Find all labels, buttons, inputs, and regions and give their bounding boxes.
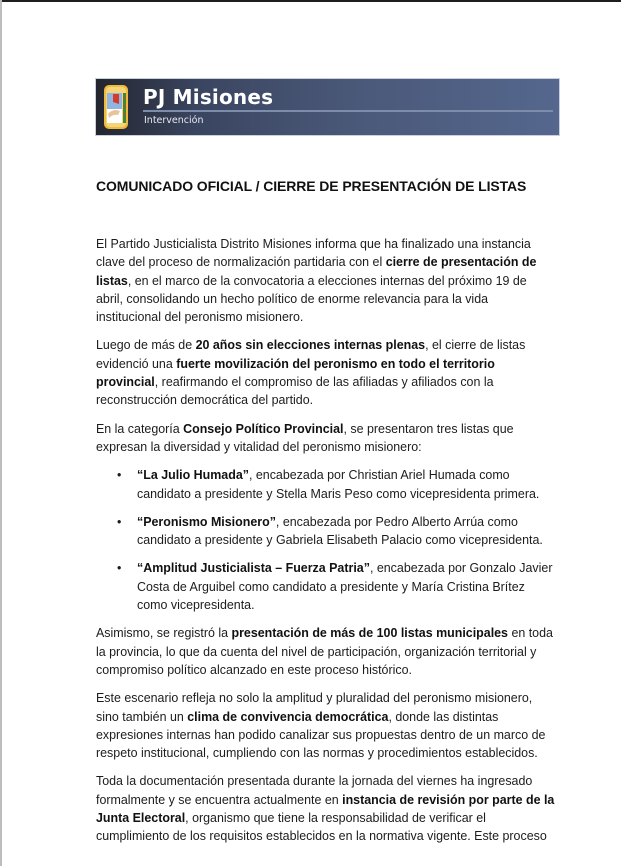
text-line <box>137 485 566 503</box>
bold-text: cierre de presentación de <box>385 255 537 270</box>
intro-paragraphs <box>96 235 566 456</box>
text-line <box>96 391 566 409</box>
bold-text: clima de convivencia democrática <box>187 709 389 724</box>
bold-text: “La Julio Humada” <box>137 468 249 483</box>
text-line <box>96 290 566 308</box>
text-run: compromiso político alcanzado en este proceso histórico. <box>96 662 412 677</box>
text-run: , se presentaron tres listas que <box>343 421 514 436</box>
text-line <box>96 624 566 642</box>
bold-text: “Amplitud Justicialista – Fuerza Patria” <box>137 561 370 576</box>
text-line <box>137 578 566 596</box>
text-line <box>96 253 566 271</box>
document-title: COMUNICADO OFICIAL / CIERRE DE PRESENTACIÓN DE LISTAS <box>96 178 527 194</box>
text-run: cumplimiento de los requisitos establecidos en la normativa vigente. Este proceso <box>96 829 547 844</box>
text-run: En la categoría <box>96 421 184 436</box>
text-run: evidenció una <box>96 356 177 371</box>
text-line <box>137 531 566 549</box>
text-run: , en el marco de la convocatoria a elecciones internas del próximo 19 de <box>127 273 527 288</box>
text-run: , donde las distintas <box>388 709 499 724</box>
text-line <box>96 809 566 827</box>
bold-text: fuerte movilización del peronismo en todo el territorio <box>176 356 495 371</box>
text-run: la provincia, lo que da cuenta del nivel de participación, organización territorial y <box>96 644 537 659</box>
bullet-icon: • <box>117 468 122 483</box>
text-run: candidato a presidente y Stella Maris Peso como vicepresidenta primera. <box>137 486 540 501</box>
text-line <box>96 726 566 744</box>
text-run: abril, consolidando un hecho político de enorme relevancia para la vida <box>96 291 489 306</box>
brand-title: PJ Misiones <box>143 85 274 109</box>
text-line <box>96 689 566 707</box>
text-line <box>96 744 566 762</box>
text-line <box>137 559 566 577</box>
list-item <box>96 466 566 503</box>
bold-text: Junta Electoral <box>96 811 186 826</box>
banner-divider <box>143 110 553 112</box>
text-run: Este escenario refleja no solo la amplitud y pluralidad del peronismo misionero, <box>96 691 533 706</box>
text-line <box>96 235 566 253</box>
text-line <box>137 466 566 484</box>
bold-text: listas <box>96 273 128 288</box>
text-run: expresan la diversidad y vitalidad del peronismo misionero: <box>96 439 422 454</box>
text-line <box>96 708 566 726</box>
text-line <box>96 373 566 391</box>
bold-text: presentación de más de 100 listas municipales <box>231 626 508 641</box>
text-run: , organismo que tiene la responsabilidad de verificar el <box>185 811 486 826</box>
text-line <box>96 438 566 456</box>
text-run: Costa de Arguibel como candidato a presidente y María Cristina Brítez <box>137 579 525 594</box>
text-run: como vicepresidenta. <box>137 598 255 613</box>
bold-text: Consejo Político Provincial <box>183 421 344 436</box>
text-line <box>96 772 566 790</box>
paragraph <box>96 772 566 845</box>
peronist-shield-logo-icon <box>103 84 129 130</box>
text-line <box>137 513 566 531</box>
text-run: , reafirmando el compromiso de las afiliadas y afiliados con la <box>154 375 494 390</box>
text-line <box>96 336 566 354</box>
brand-subtitle: Intervención <box>144 115 204 126</box>
paragraph <box>96 420 566 457</box>
paragraph <box>96 235 566 326</box>
text-run: respeto institucional, cumpliendo con las normas y procedimientos establecidos. <box>96 746 538 761</box>
bold-text: 20 años sin elecciones internas plenas <box>195 338 426 353</box>
text-line <box>137 596 566 614</box>
text-run: reconstrucción democrática del partido. <box>96 393 314 408</box>
paragraph <box>96 336 566 409</box>
text-run: candidato a presidente y Gabriela Elisabeth Palacio como vicepresidenta. <box>137 533 543 548</box>
text-run: , encabezada por Gonzalo Javier <box>369 561 553 576</box>
closing-paragraphs <box>96 624 566 845</box>
text-run: expresiones internas han podido canalizar sus propuestas dentro de un marco de <box>96 727 546 742</box>
bold-text: provincial <box>96 375 155 390</box>
paragraph <box>96 624 566 679</box>
text-line <box>96 827 566 845</box>
bold-text: instancia de revisión por parte de la <box>342 792 555 807</box>
text-run: Asimismo, se registró la <box>96 626 232 641</box>
text-run: clave del proceso de normalización partidaria con el <box>96 255 386 270</box>
text-run: , el cierre de listas <box>425 338 526 353</box>
text-run: , encabezada por Pedro Alberto Arrúa como <box>275 514 518 529</box>
text-run: El Partido Justicialista Distrito Misiones informa que ha finalizado una instancia <box>96 237 531 251</box>
text-run: formalmente y se encuentra actualmente en <box>96 792 343 807</box>
bullet-icon: • <box>117 561 122 576</box>
text-run: , encabezada por Christian Ariel Humada como <box>248 468 510 483</box>
text-run: Toda la documentación presentada durante la jornada del viernes ha ingresado <box>96 774 533 789</box>
candidate-lists <box>96 466 566 614</box>
text-run: sino también un <box>96 709 188 724</box>
text-line <box>96 355 566 373</box>
document-body <box>96 235 566 856</box>
page-left-border <box>0 0 2 866</box>
text-line <box>96 420 566 438</box>
page-top-border <box>0 0 621 2</box>
text-run: en toda <box>507 626 553 641</box>
text-line <box>96 272 566 290</box>
text-line <box>96 791 566 809</box>
bold-text: “Peronismo Misionero” <box>137 514 276 529</box>
list-item <box>96 513 566 550</box>
text-run: institucional del peronismo misionero. <box>96 310 304 325</box>
text-line <box>96 308 566 326</box>
paragraph <box>96 689 566 762</box>
list-item <box>96 559 566 614</box>
text-line <box>96 661 566 679</box>
header-banner <box>96 79 559 135</box>
text-run: Luego de más de <box>96 338 196 353</box>
text-line <box>96 643 566 661</box>
bullet-icon: • <box>117 514 122 529</box>
